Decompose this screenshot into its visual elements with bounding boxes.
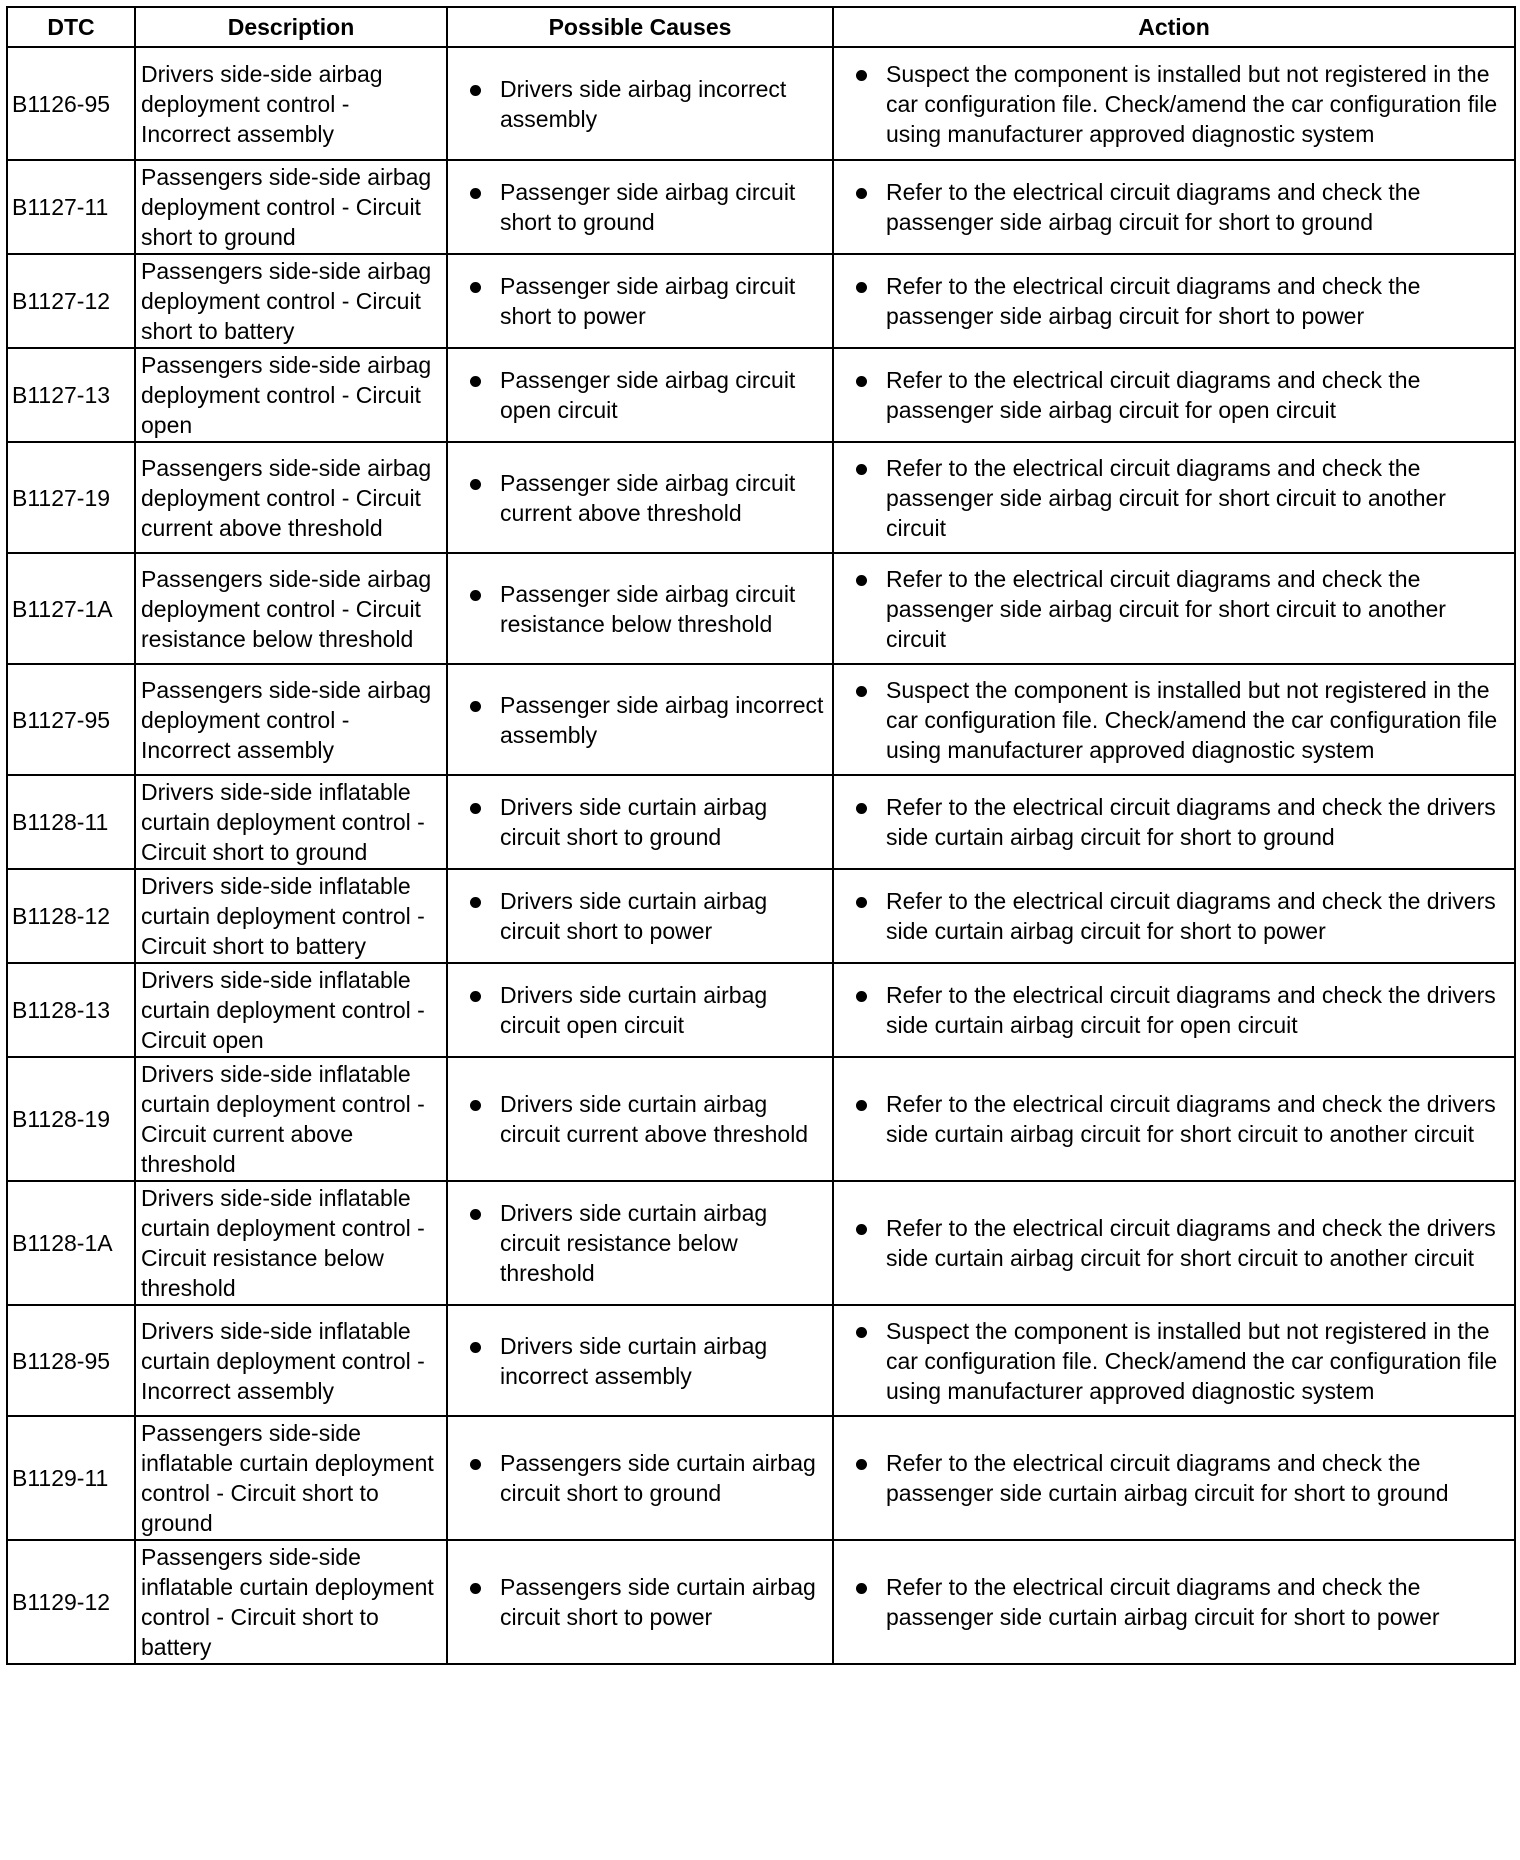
action-item: Refer to the electrical circuit diagrams and check the drivers side curtain airbag circuit for short to power (886, 886, 1508, 946)
dtc-description: Drivers side-side inflatable curtain deployment control - Circuit resistance below threshold (135, 1181, 447, 1305)
possible-cause-item: Passengers side curtain airbag circuit short to ground (500, 1448, 826, 1508)
action-cell (833, 348, 1515, 442)
possible-causes-list (500, 1572, 826, 1632)
table-row (7, 442, 1515, 553)
possible-causes-cell (447, 1540, 833, 1664)
action-item: Suspect the component is installed but not registered in the car configuration file. Check/amend the car configuration file using manufacturer approved diagnostic system (886, 59, 1508, 149)
possible-causes-cell (447, 1416, 833, 1540)
possible-causes-list (500, 1331, 826, 1391)
table-row (7, 254, 1515, 348)
action-item: Refer to the electrical circuit diagrams and check the passenger side curtain airbag circuit for short to power (886, 1572, 1508, 1632)
possible-cause-item: Passenger side airbag circuit current above threshold (500, 468, 826, 528)
table-row (7, 664, 1515, 775)
possible-cause-item: Passenger side airbag circuit open circuit (500, 365, 826, 425)
possible-cause-item: Drivers side curtain airbag circuit open circuit (500, 980, 826, 1040)
action-list (886, 453, 1508, 543)
dtc-code: B1128-12 (7, 869, 135, 963)
table-row (7, 1057, 1515, 1181)
dtc-code: B1127-11 (7, 160, 135, 254)
possible-causes-cell (447, 254, 833, 348)
action-cell (833, 1540, 1515, 1664)
dtc-description: Drivers side-side inflatable curtain deployment control - Circuit open (135, 963, 447, 1057)
action-list (886, 271, 1508, 331)
action-list (886, 980, 1508, 1040)
possible-causes-list (500, 1448, 826, 1508)
dtc-code: B1127-12 (7, 254, 135, 348)
table-row (7, 1416, 1515, 1540)
possible-causes-cell (447, 1181, 833, 1305)
action-list (886, 1089, 1508, 1149)
action-item: Refer to the electrical circuit diagrams and check the drivers side curtain airbag circuit for short circuit to another circuit (886, 1089, 1508, 1149)
possible-causes-list (500, 579, 826, 639)
possible-causes-cell (447, 869, 833, 963)
possible-cause-item: Drivers side curtain airbag circuit resistance below threshold (500, 1198, 826, 1288)
dtc-code: B1127-19 (7, 442, 135, 553)
action-list (886, 59, 1508, 149)
possible-cause-item: Drivers side airbag incorrect assembly (500, 74, 826, 134)
possible-causes-list (500, 271, 826, 331)
possible-causes-list (500, 177, 826, 237)
dtc-description: Drivers side-side inflatable curtain deployment control - Incorrect assembly (135, 1305, 447, 1416)
action-item: Refer to the electrical circuit diagrams and check the drivers side curtain airbag circuit for short to ground (886, 792, 1508, 852)
dtc-description: Drivers side-side airbag deployment control - Incorrect assembly (135, 47, 447, 160)
dtc-description: Passengers side-side airbag deployment control - Incorrect assembly (135, 664, 447, 775)
dtc-code: B1129-12 (7, 1540, 135, 1664)
table-row (7, 553, 1515, 664)
possible-causes-cell (447, 664, 833, 775)
action-item: Suspect the component is installed but not registered in the car configuration file. Check/amend the car configuration file using manufacturer approved diagnostic system (886, 675, 1508, 765)
action-list (886, 792, 1508, 852)
header-dtc: DTC (7, 7, 135, 47)
dtc-code: B1128-13 (7, 963, 135, 1057)
table-row (7, 47, 1515, 160)
dtc-code: B1129-11 (7, 1416, 135, 1540)
possible-causes-cell (447, 775, 833, 869)
dtc-description: Drivers side-side inflatable curtain deployment control - Circuit short to ground (135, 775, 447, 869)
possible-cause-item: Drivers side curtain airbag circuit current above threshold (500, 1089, 826, 1149)
table-row (7, 1540, 1515, 1664)
header-action: Action (833, 7, 1515, 47)
table-row (7, 160, 1515, 254)
action-list (886, 365, 1508, 425)
action-item: Refer to the electrical circuit diagrams and check the passenger side curtain airbag circuit for short to ground (886, 1448, 1508, 1508)
action-item: Suspect the component is installed but not registered in the car configuration file. Check/amend the car configuration file using manufacturer approved diagnostic system (886, 1316, 1508, 1406)
action-cell (833, 1416, 1515, 1540)
dtc-description: Drivers side-side inflatable curtain deployment control - Circuit short to battery (135, 869, 447, 963)
action-cell (833, 1181, 1515, 1305)
dtc-code: B1128-19 (7, 1057, 135, 1181)
action-cell (833, 160, 1515, 254)
action-cell (833, 553, 1515, 664)
action-list (886, 1572, 1508, 1632)
dtc-description: Passengers side-side airbag deployment control - Circuit short to battery (135, 254, 447, 348)
dtc-description: Passengers side-side inflatable curtain deployment control - Circuit short to battery (135, 1540, 447, 1664)
table-row (7, 963, 1515, 1057)
action-list (886, 177, 1508, 237)
action-item: Refer to the electrical circuit diagrams and check the passenger side airbag circuit for short circuit to another circuit (886, 564, 1508, 654)
possible-causes-list (500, 365, 826, 425)
table-row (7, 1305, 1515, 1416)
table-row (7, 869, 1515, 963)
possible-causes-list (500, 468, 826, 528)
possible-causes-cell (447, 1305, 833, 1416)
action-cell (833, 664, 1515, 775)
possible-cause-item: Passengers side curtain airbag circuit short to power (500, 1572, 826, 1632)
possible-causes-cell (447, 553, 833, 664)
possible-causes-list (500, 74, 826, 134)
possible-cause-item: Drivers side curtain airbag circuit short to ground (500, 792, 826, 852)
possible-cause-item: Drivers side curtain airbag circuit short to power (500, 886, 826, 946)
possible-causes-list (500, 1089, 826, 1149)
action-list (886, 886, 1508, 946)
action-item: Refer to the electrical circuit diagrams and check the drivers side curtain airbag circuit for short circuit to another circuit (886, 1213, 1508, 1273)
dtc-description: Passengers side-side airbag deployment control - Circuit short to ground (135, 160, 447, 254)
dtc-description: Passengers side-side airbag deployment control - Circuit resistance below threshold (135, 553, 447, 664)
action-list (886, 1448, 1508, 1508)
possible-causes-list (500, 792, 826, 852)
action-cell (833, 1057, 1515, 1181)
action-list (886, 1316, 1508, 1406)
action-item: Refer to the electrical circuit diagrams and check the passenger side airbag circuit for short circuit to another circuit (886, 453, 1508, 543)
possible-causes-cell (447, 160, 833, 254)
possible-cause-item: Passenger side airbag circuit short to ground (500, 177, 826, 237)
dtc-code: B1127-13 (7, 348, 135, 442)
header-description: Description (135, 7, 447, 47)
possible-cause-item: Drivers side curtain airbag incorrect assembly (500, 1331, 826, 1391)
dtc-table (6, 6, 1516, 1665)
possible-causes-list (500, 690, 826, 750)
action-item: Refer to the electrical circuit diagrams and check the passenger side airbag circuit for short to power (886, 271, 1508, 331)
action-list (886, 1213, 1508, 1273)
header-possible-causes: Possible Causes (447, 7, 833, 47)
dtc-code: B1128-1A (7, 1181, 135, 1305)
table-row (7, 348, 1515, 442)
dtc-description: Passengers side-side airbag deployment control - Circuit open (135, 348, 447, 442)
table-row (7, 1181, 1515, 1305)
dtc-description: Passengers side-side airbag deployment control - Circuit current above threshold (135, 442, 447, 553)
possible-cause-item: Passenger side airbag circuit short to power (500, 271, 826, 331)
action-cell (833, 869, 1515, 963)
action-list (886, 564, 1508, 654)
action-cell (833, 442, 1515, 553)
action-item: Refer to the electrical circuit diagrams and check the passenger side airbag circuit for short to ground (886, 177, 1508, 237)
action-item: Refer to the electrical circuit diagrams and check the passenger side airbag circuit for open circuit (886, 365, 1508, 425)
possible-causes-cell (447, 47, 833, 160)
possible-causes-list (500, 1198, 826, 1288)
possible-causes-cell (447, 442, 833, 553)
possible-cause-item: Passenger side airbag incorrect assembly (500, 690, 826, 750)
action-cell (833, 963, 1515, 1057)
header-row (7, 7, 1515, 47)
possible-causes-cell (447, 1057, 833, 1181)
action-cell (833, 254, 1515, 348)
possible-causes-cell (447, 963, 833, 1057)
table-row (7, 775, 1515, 869)
possible-cause-item: Passenger side airbag circuit resistance below threshold (500, 579, 826, 639)
dtc-code: B1128-11 (7, 775, 135, 869)
table-body (7, 47, 1515, 1664)
dtc-description: Drivers side-side inflatable curtain deployment control - Circuit current above threshold (135, 1057, 447, 1181)
action-list (886, 675, 1508, 765)
dtc-code: B1127-1A (7, 553, 135, 664)
action-cell (833, 47, 1515, 160)
action-cell (833, 1305, 1515, 1416)
possible-causes-list (500, 980, 826, 1040)
dtc-code: B1127-95 (7, 664, 135, 775)
dtc-description: Passengers side-side inflatable curtain deployment control - Circuit short to ground (135, 1416, 447, 1540)
dtc-code: B1128-95 (7, 1305, 135, 1416)
action-item: Refer to the electrical circuit diagrams and check the drivers side curtain airbag circuit for open circuit (886, 980, 1508, 1040)
possible-causes-list (500, 886, 826, 946)
possible-causes-cell (447, 348, 833, 442)
action-cell (833, 775, 1515, 869)
dtc-code: B1126-95 (7, 47, 135, 160)
